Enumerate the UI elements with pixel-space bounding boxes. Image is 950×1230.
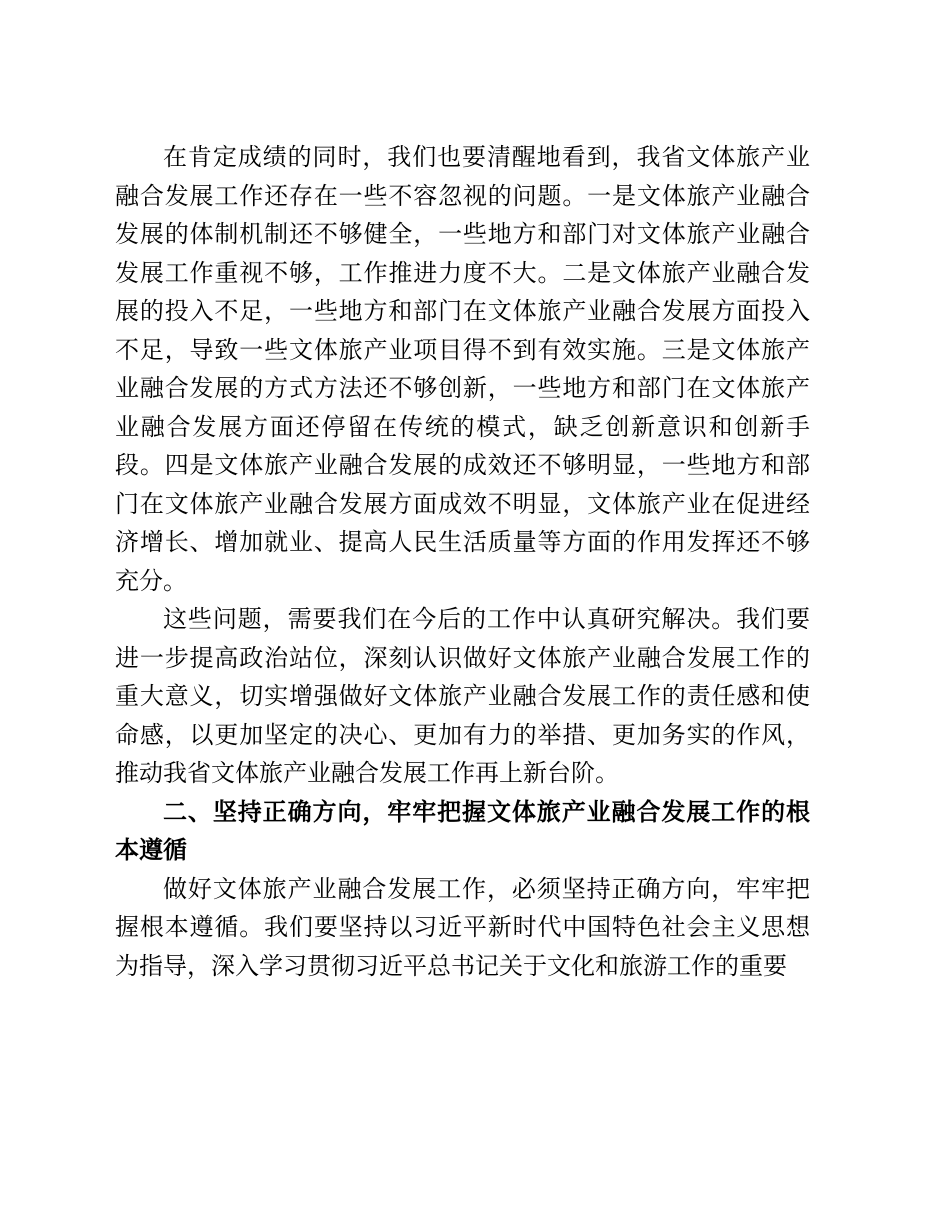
document-page [115,138,810,985]
paragraph-problems: 在肯定成绩的同时，我们也要清醒地看到，我省文体旅产业融合发展工作还存在一些不容忽视的问题。一是文体旅产业融合发展的体制机制还不够健全，一些地方和部门对文体旅产业融合发展工作重视不够，工作推进力度不大。二是文体旅产业融合发展的投入不足，一些地方和部门在文体旅产业融合发展方面投入不足，导致一些文体旅产业项目得不到有效实施。三是文体旅产业融合发展的方式方法还不够创新，一些地方和部门在文体旅产业融合发展方面还停留在传统的模式，缺乏创新意识和创新手段。四是文体旅产业融合发展的成效还不够明显，一些地方和部门在文体旅产业融合发展方面成效不明显，文体旅产业在促进经济增长、增加就业、提高人民生活质量等方面的作用发挥还不够充分。 [115,143,810,595]
section-heading-2: 二、坚持正确方向，牢牢把握文体旅产业融合发展工作的根本遵循 [115,797,810,864]
paragraph-direction: 做好文体旅产业融合发展工作，必须坚持正确方向，牢牢把握根本遵循。我们要坚持以习近平新时代中国特色社会主义思想为指导，深入学习贯彻习近平总书记关于文化和旅游工作的重要 [115,874,810,980]
paragraph-solutions: 这些问题，需要我们在今后的工作中认真研究解决。我们要进一步提高政治站位，深刻认识做好文体旅产业融合发展工作的重大意义，切实增强做好文体旅产业融合发展工作的责任感和使命感，以更加坚定的决心、更加有力的举措、更加务实的作风，推动我省文体旅产业融合发展工作再上新台阶。 [115,605,810,787]
